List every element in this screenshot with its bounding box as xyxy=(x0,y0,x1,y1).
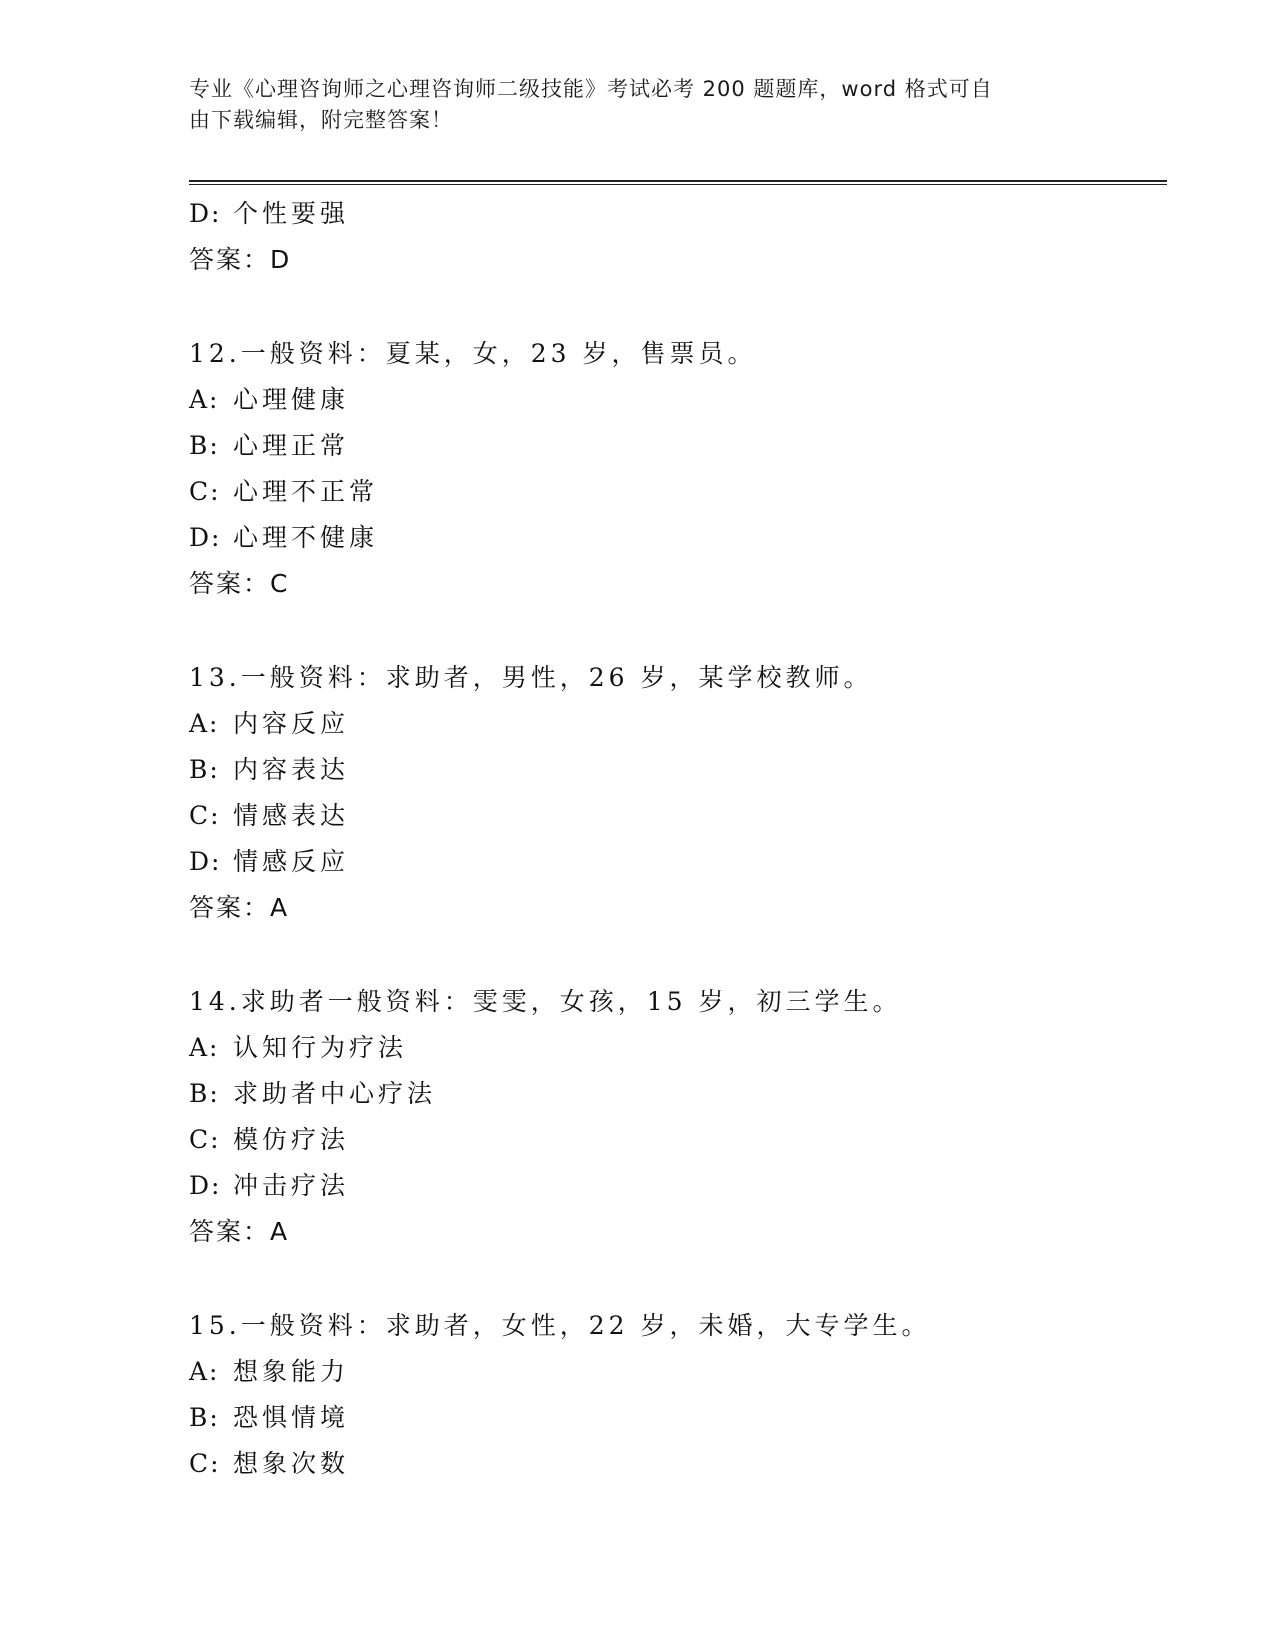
option-a xyxy=(189,701,1149,747)
option-text: 心理不健康 xyxy=(233,523,379,552)
option-b xyxy=(189,1395,1149,1441)
option-c xyxy=(189,1441,1149,1487)
option-label: A: xyxy=(189,709,220,738)
option-d xyxy=(189,839,1149,885)
option-label: A: xyxy=(189,1357,220,1386)
option-b xyxy=(189,1071,1149,1117)
option-label: C: xyxy=(189,477,221,506)
option-a xyxy=(189,1025,1149,1071)
option-text: 求助者中心疗法 xyxy=(233,1079,437,1108)
option-text: 情感反应 xyxy=(233,847,350,876)
option-d xyxy=(189,1163,1149,1209)
option-text: 心理健康 xyxy=(233,385,350,414)
option-text: 认知行为疗法 xyxy=(233,1033,408,1062)
question-14 xyxy=(189,979,1149,1255)
option-text: 心理正常 xyxy=(233,431,350,460)
option-label: A: xyxy=(189,385,220,414)
option-d xyxy=(189,191,1149,237)
answer-line: 答案：D xyxy=(189,245,292,274)
option-label: D: xyxy=(189,523,222,552)
option-label: D: xyxy=(189,847,222,876)
option-text: 想象能力 xyxy=(233,1357,350,1386)
option-c xyxy=(189,1117,1149,1163)
document-header xyxy=(189,74,1069,136)
option-text: 心理不正常 xyxy=(233,477,379,506)
header-divider-thin xyxy=(189,184,1167,185)
option-text: 个性要强 xyxy=(233,199,350,228)
question-15 xyxy=(189,1303,1149,1487)
option-label: A: xyxy=(189,1033,220,1062)
option-label: D: xyxy=(189,1171,222,1200)
question-13 xyxy=(189,655,1149,931)
option-label: B: xyxy=(189,1079,220,1108)
option-text: 内容表达 xyxy=(233,755,350,784)
option-label: C: xyxy=(189,1449,221,1478)
option-a xyxy=(189,377,1149,423)
header-line-1: 专业《心理咨询师之心理咨询师二级技能》考试必考 200 题题库，word 格式可自 xyxy=(189,77,993,101)
answer-line: 答案：A xyxy=(189,1217,290,1246)
option-label: C: xyxy=(189,801,221,830)
option-b xyxy=(189,747,1149,793)
option-c xyxy=(189,469,1149,515)
answer-line: 答案：C xyxy=(189,569,290,598)
option-text: 情感表达 xyxy=(233,801,350,830)
question-list xyxy=(189,191,1149,1487)
option-d xyxy=(189,515,1149,561)
question-stem: 14.求助者一般资料：雯雯，女孩，15 岁，初三学生。 xyxy=(189,987,902,1016)
option-a xyxy=(189,1349,1149,1395)
option-label: C: xyxy=(189,1125,221,1154)
option-text: 内容反应 xyxy=(233,709,350,738)
option-b xyxy=(189,423,1149,469)
option-text: 恐惧情境 xyxy=(233,1403,350,1432)
option-text: 模仿疗法 xyxy=(233,1125,350,1154)
question-stem: 13.一般资料：求助者，男性，26 岁，某学校教师。 xyxy=(189,663,873,692)
option-c xyxy=(189,793,1149,839)
question-stem: 12.一般资料：夏某，女，23 岁，售票员。 xyxy=(189,339,757,368)
option-text: 想象次数 xyxy=(233,1449,350,1478)
question-stem: 15.一般资料：求助者，女性，22 岁，未婚，大专学生。 xyxy=(189,1311,931,1340)
header-divider-thick xyxy=(189,180,1167,182)
option-text: 冲击疗法 xyxy=(233,1171,350,1200)
answer-line: 答案：A xyxy=(189,893,290,922)
option-label: D: xyxy=(189,199,222,228)
option-label: B: xyxy=(189,431,220,460)
option-label: B: xyxy=(189,1403,220,1432)
question-12 xyxy=(189,331,1149,607)
option-label: B: xyxy=(189,755,220,784)
header-line-2: 由下载编辑，附完整答案！ xyxy=(189,108,453,132)
